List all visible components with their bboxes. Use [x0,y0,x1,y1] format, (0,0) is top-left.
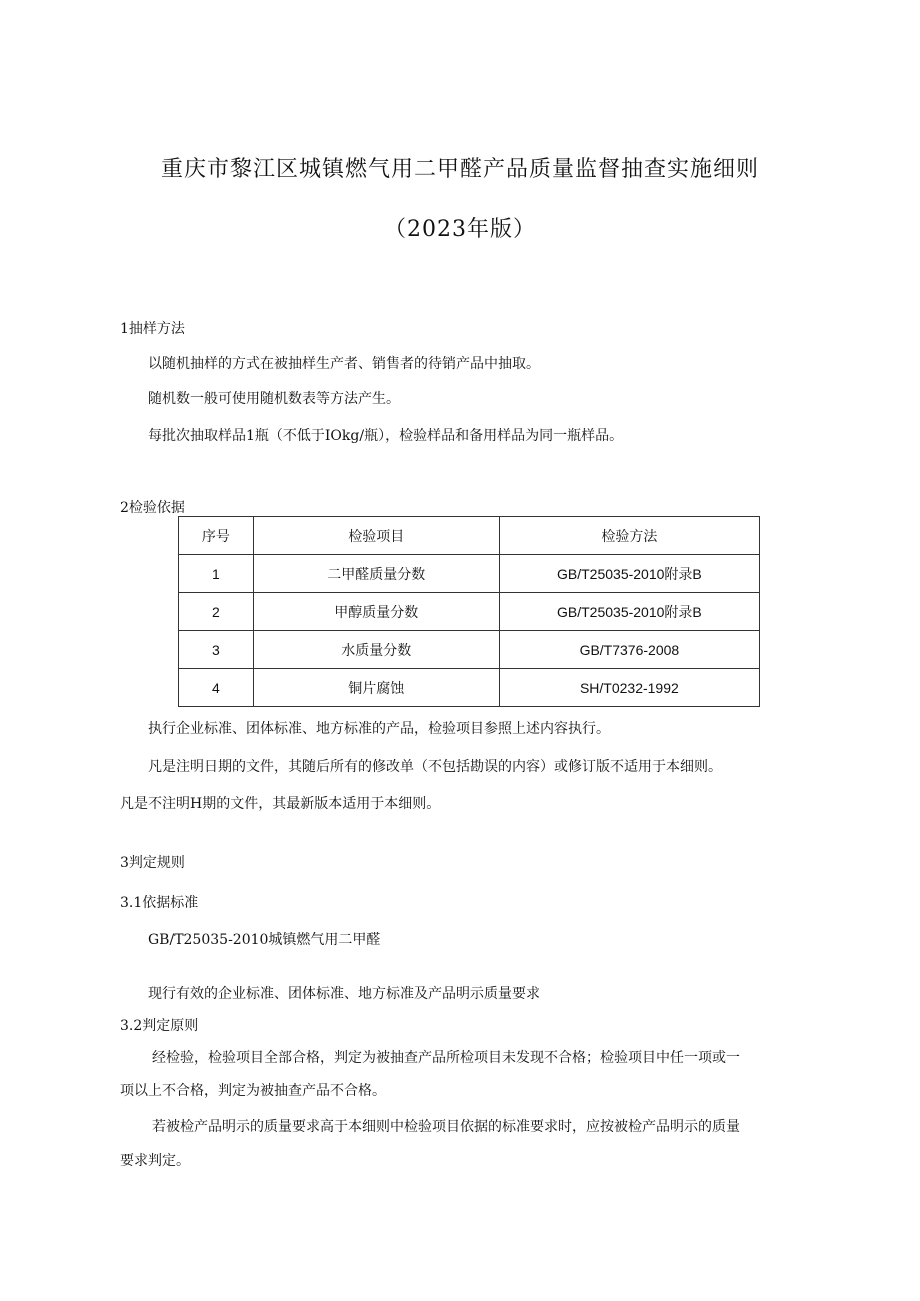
inspection-items-table [178,516,760,707]
section-1-paragraph-1: 以随机抽样的方式在被抽样生产者、销售者的待销产品中抽取。 [148,356,540,372]
table-cell-method: GB/T25035-2010附录B [499,555,759,593]
section-1-paragraph-2: 随机数一般可使用随机数表等方法产生。 [148,391,400,407]
section-3-1-heading: 3.1依据标准 [120,895,199,911]
table-cell-index: 3 [179,631,254,669]
table-cell-item: 甲醇质量分数 [253,593,499,631]
table-cell-index: 1 [179,555,254,593]
table-cell-item: 二甲醛质量分数 [253,555,499,593]
section-1-paragraph-3: 每批次抽取样品1瓶（不低于IOkg/瓶），检验样品和备用样品为同一瓶样品。 [148,428,624,444]
table-cell-method: SH/T0232-1992 [499,669,759,707]
section-3-1-paragraph: 现行有效的企业标准、团体标准、地方标准及产品明示质量要求 [148,986,540,1002]
section-3-heading: 3判定规则 [120,855,185,871]
section-2-paragraph-1: 执行企业标准、团体标准、地方标准的产品，检验项目参照上述内容执行。 [148,721,610,737]
table-header-row [179,517,760,555]
table-header-cell: 序号 [179,517,254,555]
table-row [179,669,760,707]
table-header-cell: 检验项目 [253,517,499,555]
document-subtitle: （2023年版） [384,217,536,242]
section-2-paragraph-2: 凡是注明日期的文件，其随后所有的修改单（不包括勘误的内容）或修订版不适用于本细则。 [148,759,722,775]
section-1-heading: 1抽样方法 [120,321,185,337]
table-cell-method: GB/T7376-2008 [499,631,759,669]
section-3-2-paragraph-2-line-1: 若被检产品明示的质量要求高于本细则中检验项目依据的标准要求时，应按被检产品明示的质量 [152,1119,740,1135]
section-3-1-standard: GB/T25035-2010城镇燃气用二甲醛 [148,932,381,948]
section-2-heading: 2检验依据 [120,500,185,516]
section-3-2-paragraph-2-line-2: 要求判定。 [120,1153,190,1169]
table-cell-method: GB/T25035-2010附录B [499,593,759,631]
table-cell-item: 铜片腐蚀 [253,669,499,707]
table-cell-index: 4 [179,669,254,707]
table-cell-index: 2 [179,593,254,631]
table-header-cell: 检验方法 [499,517,759,555]
section-3-2-paragraph-1-line-1: 经检验，检验项目全部合格，判定为被抽查产品所检项目未发现不合格；检验项目中任一项或一 [152,1050,740,1066]
section-3-2-heading: 3.2判定原则 [120,1018,199,1034]
table-row [179,631,760,669]
table-row [179,593,760,631]
section-3-2-paragraph-1-line-2: 项以上不合格，判定为被抽查产品不合格。 [120,1083,386,1099]
table-cell-item: 水质量分数 [253,631,499,669]
section-2-paragraph-3: 凡是不注明H期的文件，其最新版本适用于本细则。 [120,796,441,812]
document-title: 重庆市黎江区城镇燃气用二甲醛产品质量监督抽查实施细则 [160,157,759,182]
table-row [179,555,760,593]
